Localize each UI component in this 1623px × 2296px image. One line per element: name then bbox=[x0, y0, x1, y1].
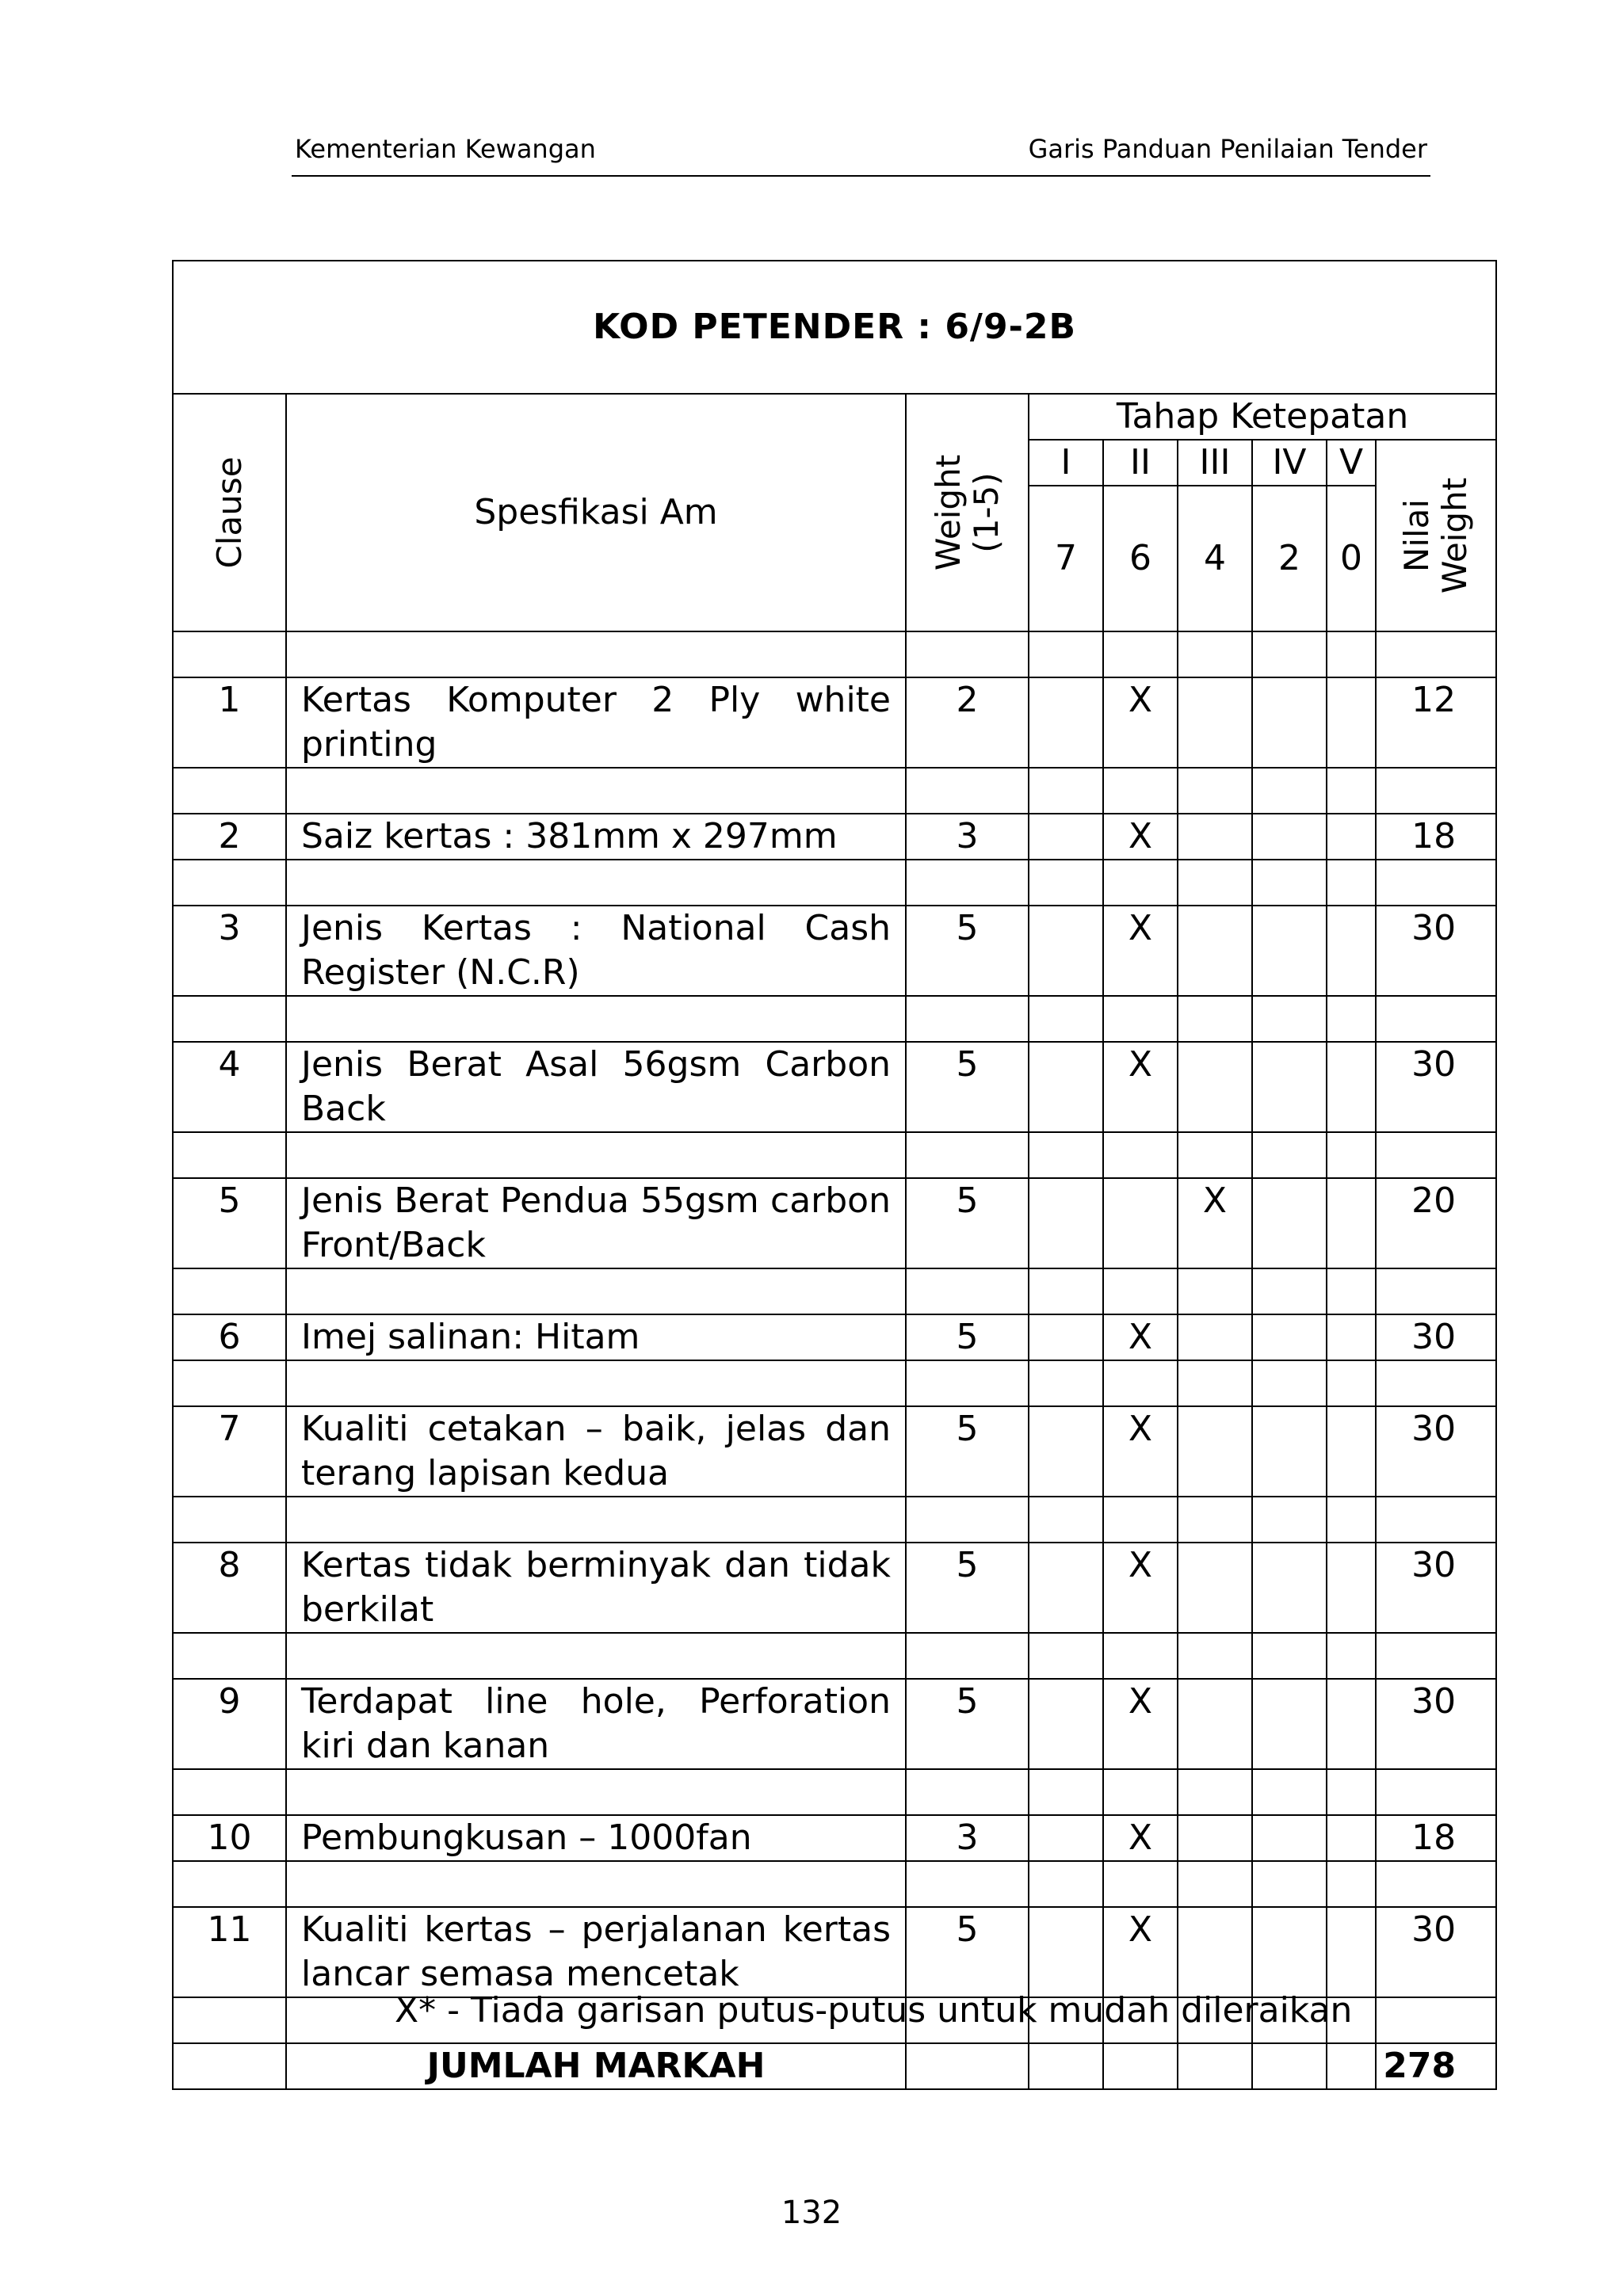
spec-text: Jenis Kertas : National Cash Register (N.C.R) bbox=[286, 906, 906, 996]
header-ministry: Kementerian Kewangan bbox=[295, 134, 596, 164]
level-mark: X bbox=[1103, 814, 1178, 860]
weight-value: 3 bbox=[906, 814, 1029, 860]
spacer-row bbox=[173, 1633, 1496, 1679]
weight-value: 5 bbox=[906, 906, 1029, 996]
level-mark bbox=[1178, 1815, 1252, 1861]
level-mark bbox=[1178, 1042, 1252, 1132]
level-mark bbox=[1029, 1907, 1103, 1997]
level-mark: X bbox=[1103, 1543, 1178, 1633]
level-mark bbox=[1327, 906, 1376, 996]
level-mark bbox=[1252, 1406, 1327, 1497]
level-mark bbox=[1029, 1543, 1103, 1633]
clause-number: 3 bbox=[173, 906, 286, 996]
level-mark bbox=[1178, 1314, 1252, 1360]
level-mark: X bbox=[1103, 1406, 1178, 1497]
spacer-row bbox=[173, 1861, 1496, 1907]
level-mark: X bbox=[1103, 1042, 1178, 1132]
clause-number: 11 bbox=[173, 1907, 286, 1997]
clause-number: 1 bbox=[173, 677, 286, 768]
level-header: I bbox=[1029, 440, 1103, 486]
level-mark bbox=[1327, 1314, 1376, 1360]
level-mark: X bbox=[1103, 1314, 1178, 1360]
spacer-row bbox=[173, 768, 1496, 814]
level-mark bbox=[1252, 814, 1327, 860]
clause-number: 6 bbox=[173, 1314, 286, 1360]
level-mark bbox=[1029, 677, 1103, 768]
page-number: 132 bbox=[781, 2195, 842, 2231]
clause-number: 7 bbox=[173, 1406, 286, 1497]
spec-text: Terdapat line hole, Perforation kiri dan kanan bbox=[286, 1679, 906, 1769]
spec-text: Imej salinan: Hitam bbox=[286, 1314, 906, 1360]
table-row bbox=[173, 1178, 1496, 1268]
clause-number: 5 bbox=[173, 1178, 286, 1268]
level-mark bbox=[1178, 1543, 1252, 1633]
header-document-title: Garis Panduan Penilaian Tender bbox=[1028, 134, 1427, 164]
level-mark bbox=[1178, 1406, 1252, 1497]
level-mark bbox=[1252, 1042, 1327, 1132]
spacer-row bbox=[173, 860, 1496, 906]
level-mark bbox=[1029, 1314, 1103, 1360]
level-mark bbox=[1029, 1815, 1103, 1861]
nilai-value: 30 bbox=[1376, 1679, 1496, 1769]
spec-text: Kualiti kertas – perjalanan kertas lancar semasa mencetak bbox=[286, 1907, 906, 1997]
level-mark bbox=[1252, 1543, 1327, 1633]
table-row bbox=[173, 1406, 1496, 1497]
tahap-header: Tahap Ketepatan bbox=[1029, 394, 1496, 440]
level-header: II bbox=[1103, 440, 1178, 486]
level-score: 2 bbox=[1252, 486, 1327, 631]
level-mark bbox=[1327, 1815, 1376, 1861]
spacer-row bbox=[173, 1268, 1496, 1314]
level-mark bbox=[1178, 677, 1252, 768]
table-row bbox=[173, 1042, 1496, 1132]
weight-value: 5 bbox=[906, 1907, 1029, 1997]
page-header bbox=[292, 131, 1430, 177]
spacer-row bbox=[173, 1132, 1496, 1178]
footnote: X* - Tiada garisan putus-putus untuk mudah dileraikan bbox=[395, 1990, 1353, 2031]
level-mark bbox=[1178, 1679, 1252, 1769]
level-score: 0 bbox=[1327, 486, 1376, 631]
nilai-value: 12 bbox=[1376, 677, 1496, 768]
level-mark bbox=[1252, 906, 1327, 996]
level-score: 7 bbox=[1029, 486, 1103, 631]
spacer-row bbox=[173, 1769, 1496, 1815]
level-mark bbox=[1029, 1178, 1103, 1268]
nilai-value: 20 bbox=[1376, 1178, 1496, 1268]
level-mark bbox=[1327, 1907, 1376, 1997]
spacer-row bbox=[173, 1497, 1496, 1543]
nilai-value: 30 bbox=[1376, 906, 1496, 996]
table-row bbox=[173, 1679, 1496, 1769]
table-title: KOD PETENDER : 6/9-2B bbox=[173, 261, 1496, 394]
spacer-row bbox=[173, 631, 1496, 677]
level-mark: X bbox=[1103, 1815, 1178, 1861]
level-mark: X bbox=[1103, 1679, 1178, 1769]
level-mark bbox=[1327, 677, 1376, 768]
level-mark bbox=[1327, 1543, 1376, 1633]
evaluation-table bbox=[172, 260, 1497, 2090]
level-mark bbox=[1252, 1314, 1327, 1360]
table-row bbox=[173, 1543, 1496, 1633]
spec-text: Kualiti cetakan – baik, jelas dan terang lapisan kedua bbox=[286, 1406, 906, 1497]
table-row bbox=[173, 814, 1496, 860]
table-row bbox=[173, 677, 1496, 768]
weight-value: 5 bbox=[906, 1042, 1029, 1132]
spec-text: Pembungkusan – 1000fan bbox=[286, 1815, 906, 1861]
level-mark bbox=[1327, 1406, 1376, 1497]
spacer-row bbox=[173, 996, 1496, 1042]
weight-value: 5 bbox=[906, 1406, 1029, 1497]
level-mark bbox=[1178, 1907, 1252, 1997]
weight-value: 5 bbox=[906, 1679, 1029, 1769]
level-mark bbox=[1252, 677, 1327, 768]
clause-number: 2 bbox=[173, 814, 286, 860]
level-header: IV bbox=[1252, 440, 1327, 486]
table-row bbox=[173, 1314, 1496, 1360]
nilai-value: 30 bbox=[1376, 1907, 1496, 1997]
level-score: 6 bbox=[1103, 486, 1178, 631]
level-mark bbox=[1029, 1406, 1103, 1497]
spec-text: Jenis Berat Asal 56gsm Carbon Back bbox=[286, 1042, 906, 1132]
spec-text: Saiz kertas : 381mm x 297mm bbox=[286, 814, 906, 860]
clause-header: Clause bbox=[173, 394, 286, 631]
weight-value: 5 bbox=[906, 1178, 1029, 1268]
level-mark bbox=[1327, 1178, 1376, 1268]
clause-number: 10 bbox=[173, 1815, 286, 1861]
clause-number: 4 bbox=[173, 1042, 286, 1132]
clause-number: 8 bbox=[173, 1543, 286, 1633]
level-mark bbox=[1029, 1679, 1103, 1769]
table-row bbox=[173, 1907, 1496, 1997]
level-mark bbox=[1252, 1178, 1327, 1268]
table-row bbox=[173, 906, 1496, 996]
spec-text: Kertas Komputer 2 Ply white printing bbox=[286, 677, 906, 768]
level-mark bbox=[1252, 1815, 1327, 1861]
weight-value: 5 bbox=[906, 1543, 1029, 1633]
level-mark bbox=[1029, 1042, 1103, 1132]
nilai-value: 30 bbox=[1376, 1042, 1496, 1132]
level-mark bbox=[1252, 1907, 1327, 1997]
level-mark bbox=[1327, 814, 1376, 860]
nilai-value: 30 bbox=[1376, 1314, 1496, 1360]
total-row bbox=[173, 2043, 1496, 2089]
nilai-value: 18 bbox=[1376, 814, 1496, 860]
level-mark: X bbox=[1103, 677, 1178, 768]
level-mark: X bbox=[1178, 1178, 1252, 1268]
weight-value: 3 bbox=[906, 1815, 1029, 1861]
spec-header: Spesfikasi Am bbox=[286, 394, 906, 631]
weight-value: 5 bbox=[906, 1314, 1029, 1360]
nilai-value: 18 bbox=[1376, 1815, 1496, 1861]
level-mark bbox=[1103, 1178, 1178, 1268]
level-mark bbox=[1327, 1042, 1376, 1132]
nilai-value: 30 bbox=[1376, 1406, 1496, 1497]
nilai-value: 30 bbox=[1376, 1543, 1496, 1633]
level-mark bbox=[1252, 1679, 1327, 1769]
level-header: V bbox=[1327, 440, 1376, 486]
total-label: JUMLAH MARKAH bbox=[286, 2043, 906, 2089]
level-mark: X bbox=[1103, 906, 1178, 996]
spec-text: Kertas tidak berminyak dan tidak berkilat bbox=[286, 1543, 906, 1633]
level-score: 4 bbox=[1178, 486, 1252, 631]
level-mark bbox=[1029, 906, 1103, 996]
level-header: III bbox=[1178, 440, 1252, 486]
weight-value: 2 bbox=[906, 677, 1029, 768]
clause-number: 9 bbox=[173, 1679, 286, 1769]
total-value: 278 bbox=[1376, 2043, 1496, 2089]
spec-text: Jenis Berat Pendua 55gsm carbon Front/Back bbox=[286, 1178, 906, 1268]
spacer-row bbox=[173, 1360, 1496, 1406]
level-mark bbox=[1178, 814, 1252, 860]
level-mark bbox=[1327, 1679, 1376, 1769]
nilai-weight-header: Nilai Weight bbox=[1376, 440, 1496, 631]
weight-header: Weight (1-5) bbox=[906, 394, 1029, 631]
table-row bbox=[173, 1815, 1496, 1861]
level-mark bbox=[1178, 906, 1252, 996]
level-mark: X bbox=[1103, 1907, 1178, 1997]
level-mark bbox=[1029, 814, 1103, 860]
